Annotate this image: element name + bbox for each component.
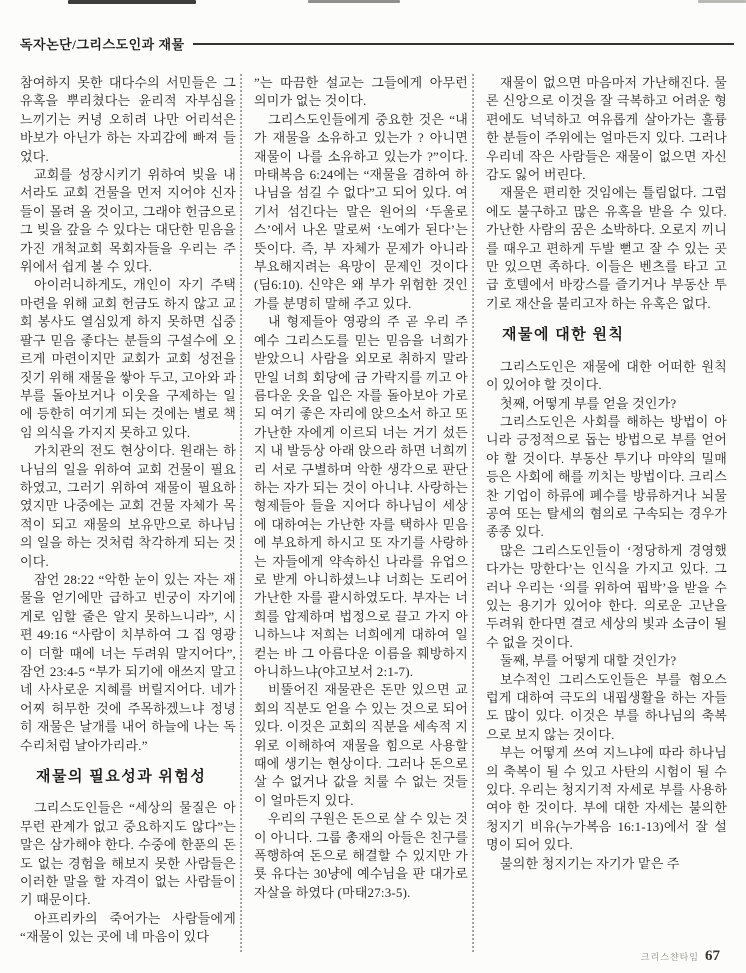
paragraph: 아프리카의 죽어가는 사람들에게 “재물이 있는 곳에 네 마음이 있다 (20, 910, 236, 945)
paragraph: 많은 그리스도인들이 ‘정당하게 경영했다가는 망한다’는 인식을 가지고 있다. 그러나 우리는 ‘의를 위하여 핍박’을 받을 수 있는 용기가 있어야 한다. 의로운 고난을 두려워 한다면 결코 세상의 빛과 소금이 될 수 없을 것이다. (486, 542, 727, 650)
paragraph: 내 형제들아 영광의 주 곧 우리 주 예수 그리스도를 믿는 믿음을 너희가 받았으니 사람을 외모로 취하지 말라 만일 너희 회당에 금 가락지를 끼고 아름다운 옷을 입은 자를 돌아보아 가로되 여기 좋은 자리에 앉으소서 하고 또 가난한 자에게 이르되 너는 거기 섰든지 내 발등상 아래 앉으라 하면 너희끼리 서로 구별하며 악한 생각으로 판단하는 자가 되는 것이 아니냐. 사랑하는 형제들아 들을 지어다 하나님이 세상에 대하여는 가난한 자를 택하사 믿음에 부요하게 하시고 또 자기를 사랑하는 자들에게 약속하신 나라를 유업으로 받게 아니하셨느냐 너희는 도리어 가난한 자를 괄시하였도다. 부자는 너희를 압제하며 법정으로 끌고 가지 아니하느냐 저희는 너희에게 대하여 일컫는 바 그 아름다운 이름을 훼방하지 아니하느냐(야고보서 2:1-7). (254, 314, 468, 679)
paragraph: 부는 어떻게 쓰여 지느냐에 따라 하나님의 축복이 될 수 있고 사탄의 시험이 될 수 있다. 우리는 청지기적 자세로 부를 사용하여야 한 것이다. 부에 대한 자세는 불의한 청지기 비유(누가복음 16:1-13)에서 잘 설명이 되어 있다. (486, 745, 727, 853)
section-kicker: 독자논단/그리스도인과 재물 (20, 37, 185, 52)
paragraph: 아이러니하게도, 개인이 자기 주택 마련을 위해 교회 헌금도 하지 않고 교회 봉사도 열심있게 하지 못하면 십중 팔구 믿음 좋다는 분들의 구설수에 오르게 마련이지만 교회가 교회 성전을 짓기 위해 재물을 쌓아 두고, 고아와 과부를 돌아보거나 이웃을 구제하는 일에 등한히 여기게 되는 것에는 별로 책임 의식을 가지지 못하고 있다. (20, 277, 236, 440)
paragraph: 우리의 구원은 돈으로 살 수 있는 것이 아니다. 그룹 총재의 아들은 친구를 폭행하여 돈으로 해결할 수 있지만 가룟 유다는 30냥에 예수님을 판 대가로 자살을 하였다 (마태27:3-5). (254, 811, 468, 900)
page-number: 67 (705, 948, 720, 964)
column-separator (472, 74, 474, 952)
subheading-necessity-and-danger-of-wealth: 재물의 필요성과 위험성 (36, 769, 207, 786)
paragraph: 그리스도인은 재물에 대한 어떠한 원칙이 있어야 할 것이다. (486, 358, 727, 393)
column-3 (486, 74, 727, 952)
subheading-principles-about-wealth: 재물에 대한 원칙 (502, 327, 625, 344)
paragraph: 참여하지 못한 대다수의 서민들은 그 유혹을 뿌리쳤다는 윤리적 자부심을 느끼기는 커녕 오히려 나만 어리석은 바보가 아닌가 하는 자괴감에 빠져 들었다. (20, 75, 236, 164)
column-1 (20, 74, 236, 952)
paragraph: 첫째, 어떻게 부를 얻을 것인가? (500, 395, 677, 411)
scan-artifact-right (698, 0, 746, 3)
scan-artifact-middle (308, 0, 400, 3)
paragraph: 비뚤어진 재물관은 돈만 있으면 교회의 직분도 얻을 수 있는 것으로 되어 있다. 이것은 교회의 직분을 세속적 지위로 이해하여 재물을 힘으로 사용할 때에 생기는 현상이다. 그러나 돈으로 살 수 없거나 값을 치룰 수 없는 것들이 얼마든지 있다. (254, 682, 468, 808)
paragraph: 재물은 편리한 것임에는 틀림없다. 그럼에도 불구하고 많은 유혹을 받을 수 있다. 가난한 사람의 꿈은 소박하다. 오로지 끼니를 때우고 편하게 두발 뻗고 잘 수 있는 곳만 있으면 족하다. 이들은 벤츠를 타고 고급 호텔에서 바캉스를 즐기거나 부동산 투기로 재산을 불리고자 하는 유혹은 없다. (486, 185, 727, 311)
page-footer (641, 948, 720, 965)
paragraph: ”는 따끔한 설교는 그들에게 아무런 의미가 없는 것이다. (254, 75, 468, 109)
paragraph: 잠언 28:22 “악한 눈이 있는 자는 재물을 얻기에만 급하고 빈궁이 자기에게로 임할 줄은 알지 못하느니라”, 시편 49:16 “사람이 치부하여 그 집 영광이 더할 때에 너는 두려워 말지어다”, 잠언 23:4-5 “부가 되기에 애쓰지 말고 네 사사로운 지혜를 버릴지어다. 네가 어찌 허무한 것에 주목하겠느냐 정녕히 재물은 날개를 내어 하늘에 나는 독수리처럼 날아가리라.” (20, 571, 236, 753)
column-2 (254, 74, 468, 952)
scan-artifact-left (68, 0, 196, 4)
paragraph: 그리스도인은 사회를 해하는 방법이 아니라 긍정적으로 돕는 방법으로 부를 얻어야 할 것이다. 부동산 투기나 마약의 밀매 등은 사회에 해를 끼치는 방법이다. 크리스찬 기업이 하류에 폐수를 방류하거나 뇌물 공여 또는 탈세의 혐의로 구속되는 경우가 종종 있다. (486, 413, 727, 540)
paragraph: 그리스도인들에게 중요한 것은 “내가 재물을 소유하고 있는가 ? 아니면 재물이 나를 소유하고 있는가 ?”이다. 마태복음 6:24에는 “재물을 겸하여 하나님을 섬길 수 없다”고 되어 있다. 여기서 섬긴다는 말은 원어의 ‘두울로스’에서 나온 말로써 ‘노예가 된다’는 뜻이다. 즉, 부 자체가 문제가 아니라 부요해지려는 욕망이 문제인 것이다(딤6:10). 신약은 왜 부가 위험한 것인가를 분명히 말해 주고 있다. (254, 111, 468, 311)
page-header (20, 34, 734, 53)
header-rule (193, 43, 734, 45)
magazine-name: 크리스챤타임 (640, 952, 699, 962)
column-separator (240, 74, 242, 952)
paragraph: 그리스도인들은 “세상의 물질은 아무런 관계가 없고 중요하지도 않다”는 말은 삼가해야 한다. 수중에 한푼의 돈도 없는 경험을 해보지 못한 사람들은 이러한 말을 할 자격이 없는 사람들이기 때문이다. (20, 800, 236, 908)
paragraph: 교회를 성장시키기 위하여 빚을 내서라도 교회 건물을 먼저 지어야 신자들이 몰려 올 것이고, 그래야 헌금으로 그 빚을 갚을 수 있다는 대단한 믿음을 가진 개척교회 목회자들을 우리는 주위에서 쉽게 볼 수 있다. (20, 167, 236, 275)
paragraph: 불의한 청지기는 자기가 맡은 주 (500, 855, 680, 871)
article-body (20, 74, 727, 952)
paragraph: 보수적인 그리스도인들은 부를 혐오스럽게 대하여 극도의 내핍생활을 하는 자들도 많이 있다. 이것은 부를 하나님의 축복으로 보지 않는 것이다. (486, 671, 727, 742)
paragraph: 둘째, 부를 어떻게 대할 것인가? (500, 653, 677, 669)
paragraph: 가치관의 전도 현상이다. 원래는 하나님의 일을 위하여 교회 건물이 필요하였고, 그러기 위하여 재물이 필요하였지만 나중에는 교회 건물 자체가 목적이 되고 재물의 보유만으로 하나님의 일을 하는 것처럼 착각하게 되는 것이다. (20, 443, 236, 569)
paragraph: 재물이 없으면 마음마저 가난해진다. 물론 신앙으로 이것을 잘 극복하고 어려운 형편에도 넉넉하고 여유롭게 살아가는 훌륭한 분들이 주위에는 얼마든지 있다. 그러나 우리네 작은 사람들은 재물이 없으면 자신감도 잃어 버린다. (486, 75, 727, 183)
